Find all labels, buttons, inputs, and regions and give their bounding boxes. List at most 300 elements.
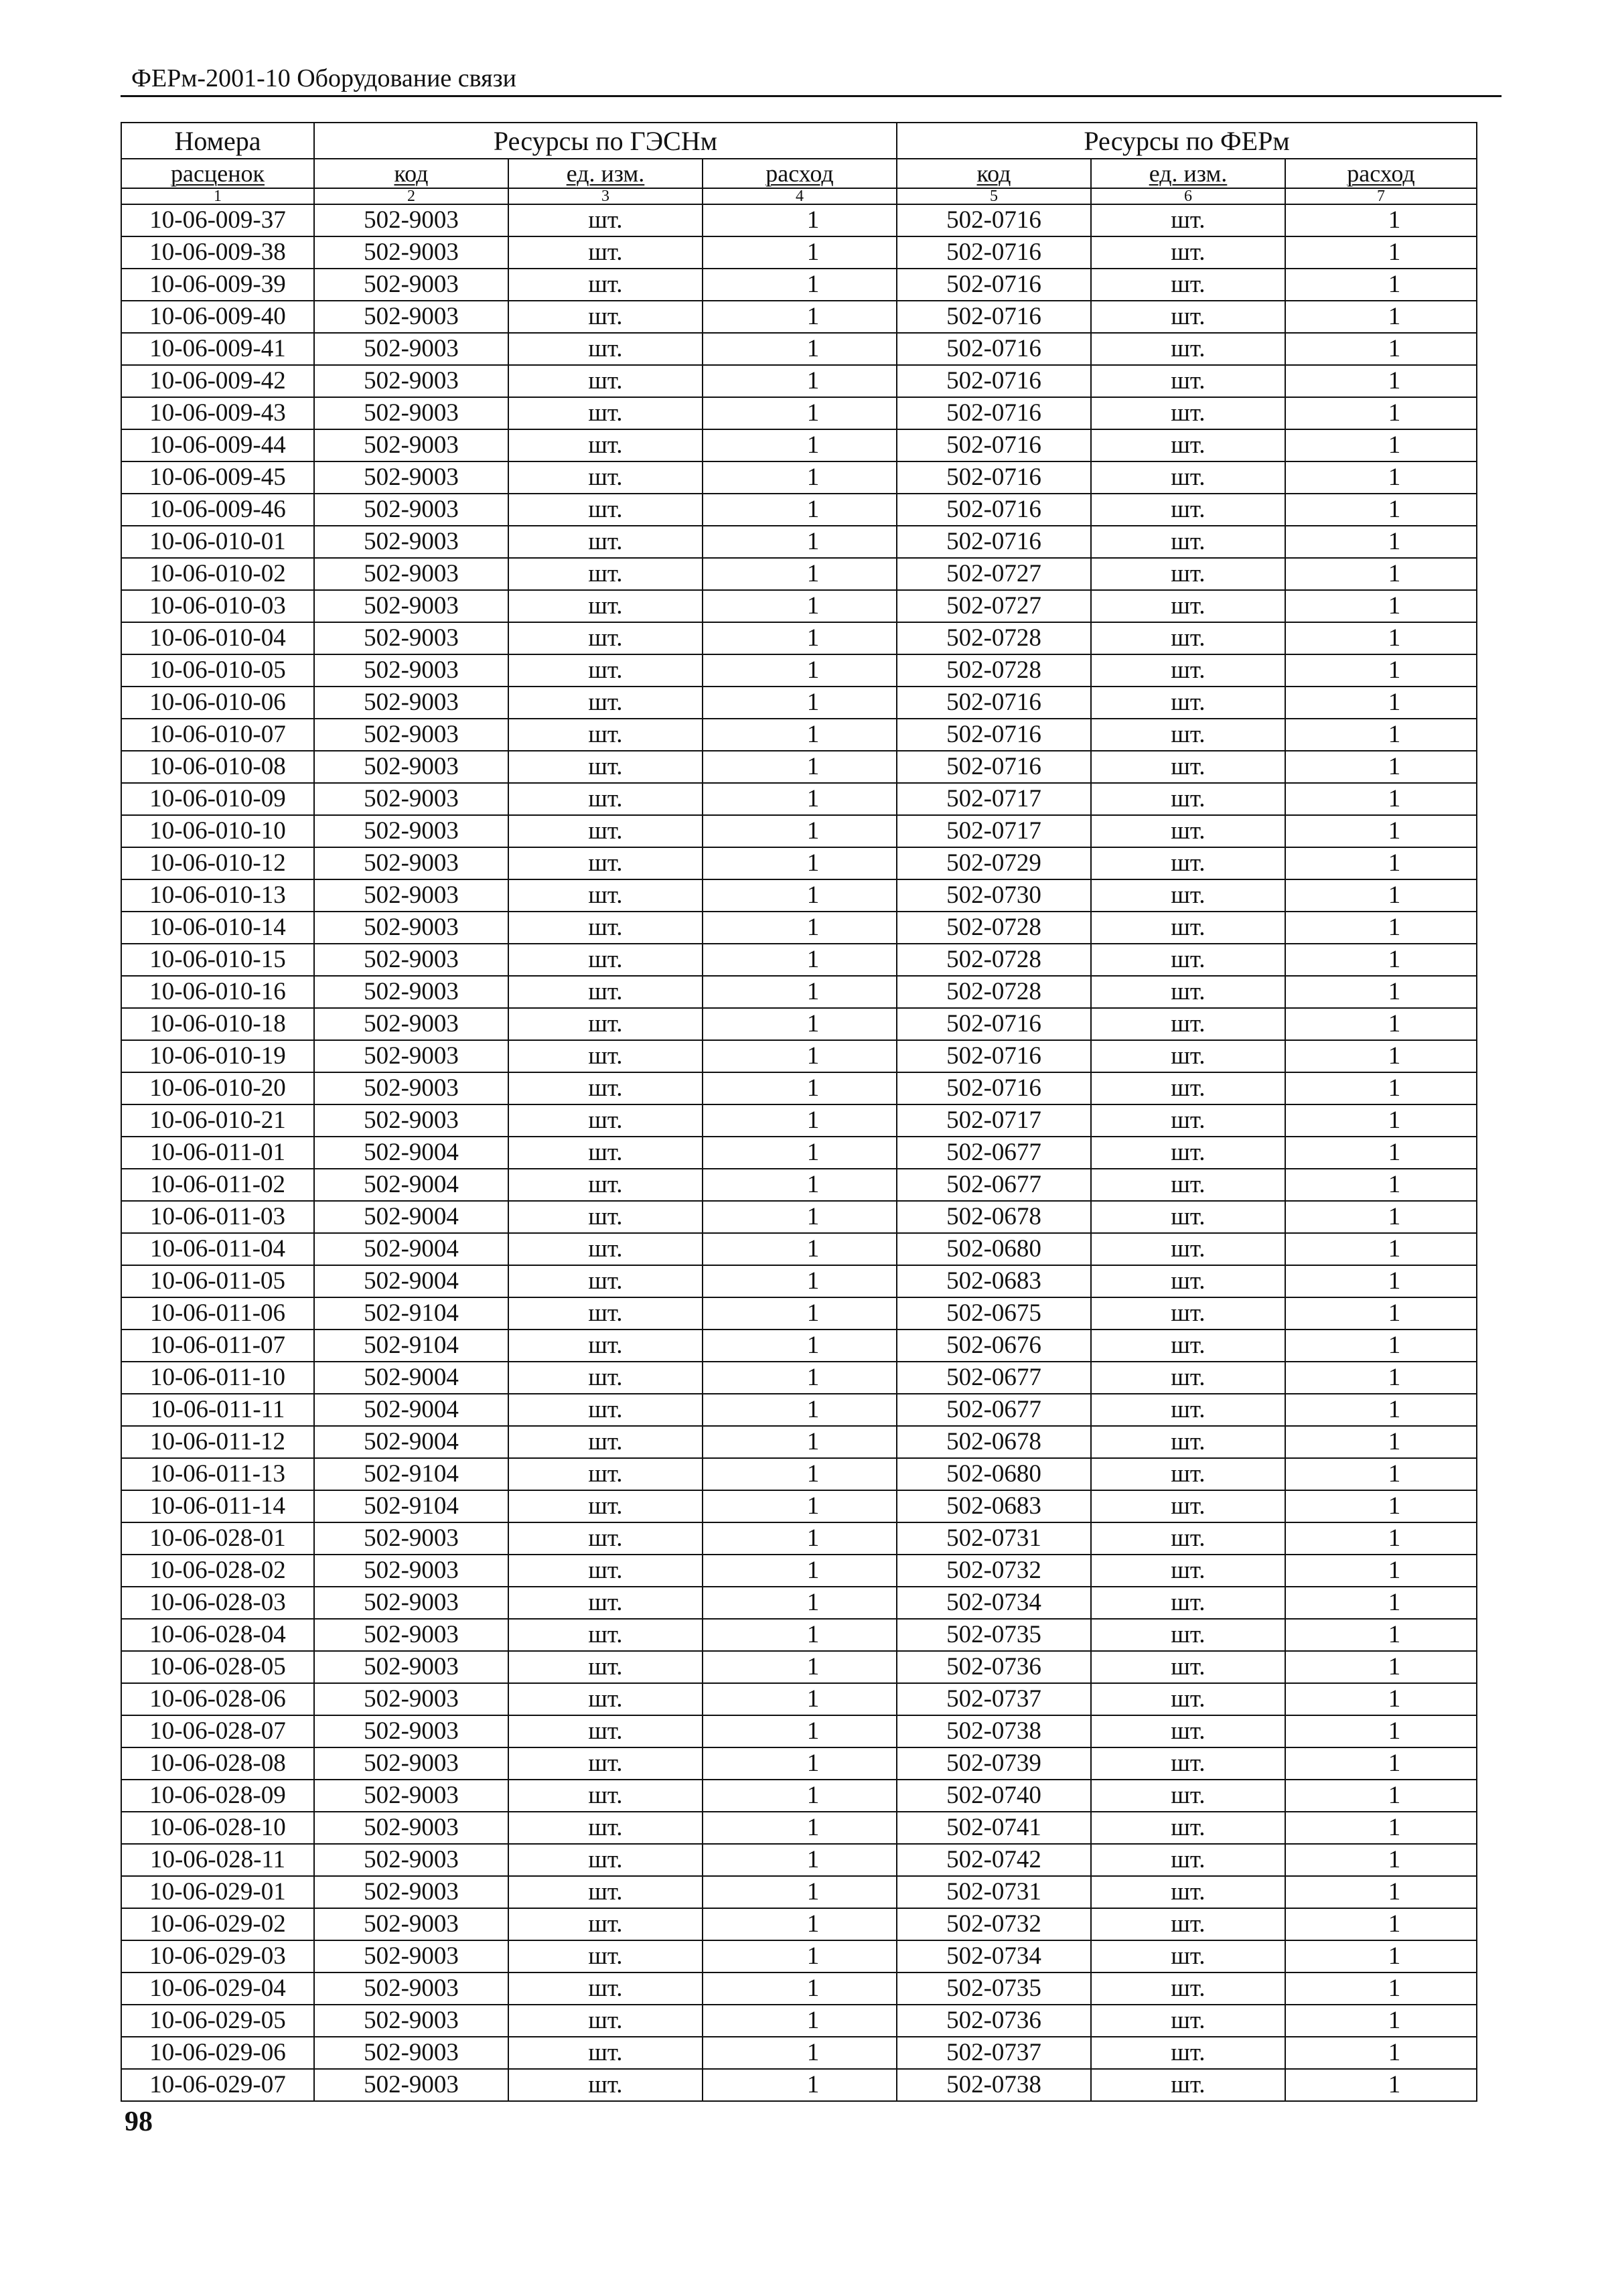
ferm-amount-cell: 1 (1285, 687, 1477, 719)
ferm-unit-cell: шт. (1091, 333, 1285, 365)
rate-number-cell: 10-06-010-21 (121, 1104, 314, 1137)
table-row (121, 526, 1477, 558)
gesnm-amount-cell: 1 (703, 365, 897, 397)
ferm-code-cell: 502-0677 (897, 1362, 1091, 1394)
gesnm-unit-cell: шт. (508, 1169, 703, 1201)
ferm-unit-cell: шт. (1091, 879, 1285, 912)
ferm-code-cell: 502-0716 (897, 236, 1091, 269)
ferm-amount-cell: 1 (1285, 1683, 1477, 1715)
gesnm-amount-cell: 1 (703, 1908, 897, 1940)
gesnm-code-cell: 502-9104 (314, 1297, 508, 1330)
ferm-code-cell: 502-0716 (897, 751, 1091, 783)
ferm-code-cell: 502-0727 (897, 590, 1091, 622)
table-row (121, 1104, 1477, 1137)
gesnm-unit-cell: шт. (508, 1330, 703, 1362)
gesnm-amount-cell: 1 (703, 622, 897, 654)
ferm-unit-cell: шт. (1091, 1233, 1285, 1265)
col-number: 2 (314, 188, 508, 204)
ferm-unit-cell: шт. (1091, 590, 1285, 622)
col-number: 1 (121, 188, 314, 204)
table-row (121, 1619, 1477, 1651)
gesnm-code-cell: 502-9003 (314, 236, 508, 269)
ferm-amount-cell: 1 (1285, 2037, 1477, 2069)
table-row (121, 847, 1477, 879)
table-row (121, 944, 1477, 976)
ferm-amount-cell: 1 (1285, 461, 1477, 494)
group-ferm-header: Ресурсы по ФЕРм (897, 123, 1477, 159)
gesnm-amount-cell: 1 (703, 1619, 897, 1651)
rate-number-cell: 10-06-009-46 (121, 494, 314, 526)
gesnm-amount-cell: 1 (703, 204, 897, 236)
gesnm-amount-cell: 1 (703, 2069, 897, 2101)
gesnm-unit-cell: шт. (508, 2037, 703, 2069)
gesnm-code-cell: 502-9004 (314, 1265, 508, 1297)
ferm-code-cell: 502-0737 (897, 1683, 1091, 1715)
ferm-code-cell: 502-0716 (897, 461, 1091, 494)
ferm-unit-cell: шт. (1091, 1844, 1285, 1876)
rate-number-cell: 10-06-011-01 (121, 1137, 314, 1169)
rate-number-cell: 10-06-010-02 (121, 558, 314, 590)
table-body (121, 204, 1477, 2101)
gesnm-amount-cell: 1 (703, 1490, 897, 1522)
ferm-code-cell: 502-0732 (897, 1908, 1091, 1940)
gesnm-unit-cell: шт. (508, 687, 703, 719)
gesnm-amount-cell: 1 (703, 1201, 897, 1233)
gesnm-unit-cell: шт. (508, 2005, 703, 2037)
col-gesnm-unit: ед. изм. (508, 159, 703, 188)
ferm-code-cell: 502-0678 (897, 1201, 1091, 1233)
rate-number-cell: 10-06-010-05 (121, 654, 314, 687)
ferm-unit-cell: шт. (1091, 1490, 1285, 1522)
ferm-unit-cell: шт. (1091, 1330, 1285, 1362)
group-gesnm-header: Ресурсы по ГЭСНм (314, 123, 897, 159)
table-row (121, 719, 1477, 751)
gesnm-unit-cell: шт. (508, 751, 703, 783)
gesnm-code-cell: 502-9003 (314, 1844, 508, 1876)
rate-number-cell: 10-06-009-38 (121, 236, 314, 269)
ferm-unit-cell: шт. (1091, 815, 1285, 847)
ferm-unit-cell: шт. (1091, 1972, 1285, 2005)
gesnm-code-cell: 502-9003 (314, 751, 508, 783)
col-ferm-code: код (897, 159, 1091, 188)
table-row (121, 1812, 1477, 1844)
gesnm-amount-cell: 1 (703, 1844, 897, 1876)
col-rate-number-title: Номера (121, 123, 314, 159)
ferm-code-cell: 502-0675 (897, 1297, 1091, 1330)
ferm-unit-cell: шт. (1091, 1137, 1285, 1169)
ferm-unit-cell: шт. (1091, 687, 1285, 719)
gesnm-unit-cell: шт. (508, 654, 703, 687)
ferm-amount-cell: 1 (1285, 1587, 1477, 1619)
table-row (121, 622, 1477, 654)
gesnm-code-cell: 502-9004 (314, 1137, 508, 1169)
gesnm-amount-cell: 1 (703, 687, 897, 719)
ferm-amount-cell: 1 (1285, 1490, 1477, 1522)
gesnm-amount-cell: 1 (703, 269, 897, 301)
ferm-amount-cell: 1 (1285, 365, 1477, 397)
table-row (121, 301, 1477, 333)
gesnm-code-cell: 502-9003 (314, 1104, 508, 1137)
gesnm-unit-cell: шт. (508, 1683, 703, 1715)
table-row (121, 333, 1477, 365)
ferm-code-cell: 502-0728 (897, 944, 1091, 976)
ferm-amount-cell: 1 (1285, 719, 1477, 751)
gesnm-unit-cell: шт. (508, 526, 703, 558)
ferm-amount-cell: 1 (1285, 1908, 1477, 1940)
gesnm-unit-cell: шт. (508, 1104, 703, 1137)
ferm-unit-cell: шт. (1091, 2005, 1285, 2037)
ferm-code-cell: 502-0680 (897, 1233, 1091, 1265)
ferm-amount-cell: 1 (1285, 1426, 1477, 1458)
ferm-code-cell: 502-0716 (897, 204, 1091, 236)
ferm-unit-cell: шт. (1091, 1265, 1285, 1297)
ferm-code-cell: 502-0727 (897, 558, 1091, 590)
ferm-code-cell: 502-0717 (897, 815, 1091, 847)
gesnm-code-cell: 502-9003 (314, 1812, 508, 1844)
rate-number-cell: 10-06-029-05 (121, 2005, 314, 2037)
table-row (121, 1265, 1477, 1297)
ferm-amount-cell: 1 (1285, 1747, 1477, 1780)
gesnm-code-cell: 502-9003 (314, 526, 508, 558)
ferm-code-cell: 502-0728 (897, 622, 1091, 654)
ferm-code-cell: 502-0716 (897, 526, 1091, 558)
ferm-amount-cell: 1 (1285, 1876, 1477, 1908)
ferm-unit-cell: шт. (1091, 301, 1285, 333)
gesnm-amount-cell: 1 (703, 1233, 897, 1265)
ferm-amount-cell: 1 (1285, 654, 1477, 687)
ferm-amount-cell: 1 (1285, 1137, 1477, 1169)
ferm-amount-cell: 1 (1285, 429, 1477, 461)
gesnm-code-cell: 502-9003 (314, 2069, 508, 2101)
rate-number-cell: 10-06-011-12 (121, 1426, 314, 1458)
gesnm-code-cell: 502-9003 (314, 2005, 508, 2037)
table-row (121, 1490, 1477, 1522)
header-row-numbers (121, 188, 1477, 204)
ferm-amount-cell: 1 (1285, 1362, 1477, 1394)
ferm-unit-cell: шт. (1091, 976, 1285, 1008)
col-number: 4 (703, 188, 897, 204)
ferm-code-cell: 502-0716 (897, 719, 1091, 751)
gesnm-code-cell: 502-9003 (314, 1972, 508, 2005)
ferm-unit-cell: шт. (1091, 1747, 1285, 1780)
gesnm-code-cell: 502-9004 (314, 1426, 508, 1458)
gesnm-unit-cell: шт. (508, 1940, 703, 1972)
ferm-code-cell: 502-0741 (897, 1812, 1091, 1844)
gesnm-code-cell: 502-9003 (314, 1908, 508, 1940)
gesnm-amount-cell: 1 (703, 1812, 897, 1844)
rate-number-cell: 10-06-009-40 (121, 301, 314, 333)
gesnm-unit-cell: шт. (508, 397, 703, 429)
ferm-code-cell: 502-0717 (897, 1104, 1091, 1137)
ferm-unit-cell: шт. (1091, 1394, 1285, 1426)
gesnm-code-cell: 502-9003 (314, 429, 508, 461)
rate-number-cell: 10-06-029-01 (121, 1876, 314, 1908)
rate-number-cell: 10-06-028-08 (121, 1747, 314, 1780)
ferm-unit-cell: шт. (1091, 783, 1285, 815)
ferm-amount-cell: 1 (1285, 269, 1477, 301)
gesnm-amount-cell: 1 (703, 944, 897, 976)
ferm-amount-cell: 1 (1285, 622, 1477, 654)
table-row (121, 1780, 1477, 1812)
ferm-code-cell: 502-0734 (897, 1940, 1091, 1972)
rate-number-cell: 10-06-010-15 (121, 944, 314, 976)
ferm-unit-cell: шт. (1091, 654, 1285, 687)
gesnm-amount-cell: 1 (703, 879, 897, 912)
ferm-code-cell: 502-0677 (897, 1394, 1091, 1426)
table-row (121, 2069, 1477, 2101)
rate-number-cell: 10-06-010-03 (121, 590, 314, 622)
gesnm-unit-cell: шт. (508, 783, 703, 815)
ferm-code-cell: 502-0716 (897, 397, 1091, 429)
gesnm-amount-cell: 1 (703, 333, 897, 365)
ferm-amount-cell: 1 (1285, 1844, 1477, 1876)
table-row (121, 1330, 1477, 1362)
ferm-code-cell: 502-0731 (897, 1522, 1091, 1555)
ferm-amount-cell: 1 (1285, 1169, 1477, 1201)
ferm-unit-cell: шт. (1091, 461, 1285, 494)
ferm-amount-cell: 1 (1285, 1651, 1477, 1683)
rate-number-cell: 10-06-011-03 (121, 1201, 314, 1233)
rate-number-cell: 10-06-029-03 (121, 1940, 314, 1972)
rate-number-cell: 10-06-010-07 (121, 719, 314, 751)
table-row (121, 269, 1477, 301)
gesnm-unit-cell: шт. (508, 1844, 703, 1876)
ferm-unit-cell: шт. (1091, 944, 1285, 976)
table-row (121, 1426, 1477, 1458)
gesnm-unit-cell: шт. (508, 1233, 703, 1265)
ferm-amount-cell: 1 (1285, 2005, 1477, 2037)
rate-number-cell: 10-06-010-13 (121, 879, 314, 912)
rate-number-cell: 10-06-028-01 (121, 1522, 314, 1555)
ferm-amount-cell: 1 (1285, 815, 1477, 847)
gesnm-unit-cell: шт. (508, 1362, 703, 1394)
col-rate-number-subtitle: расценок (121, 159, 314, 188)
gesnm-amount-cell: 1 (703, 1330, 897, 1362)
table-row (121, 236, 1477, 269)
gesnm-unit-cell: шт. (508, 301, 703, 333)
ferm-amount-cell: 1 (1285, 1522, 1477, 1555)
ferm-amount-cell: 1 (1285, 1619, 1477, 1651)
col-ferm-unit: ед. изм. (1091, 159, 1285, 188)
ferm-amount-cell: 1 (1285, 1972, 1477, 2005)
gesnm-code-cell: 502-9004 (314, 1201, 508, 1233)
table-row (121, 590, 1477, 622)
gesnm-unit-cell: шт. (508, 269, 703, 301)
gesnm-amount-cell: 1 (703, 1458, 897, 1490)
ferm-code-cell: 502-0716 (897, 333, 1091, 365)
gesnm-unit-cell: шт. (508, 1715, 703, 1747)
ferm-amount-cell: 1 (1285, 1297, 1477, 1330)
gesnm-amount-cell: 1 (703, 590, 897, 622)
col-number: 5 (897, 188, 1091, 204)
ferm-amount-cell: 1 (1285, 976, 1477, 1008)
gesnm-amount-cell: 1 (703, 783, 897, 815)
ferm-unit-cell: шт. (1091, 1169, 1285, 1201)
gesnm-amount-cell: 1 (703, 1394, 897, 1426)
rate-number-cell: 10-06-011-13 (121, 1458, 314, 1490)
ferm-unit-cell: шт. (1091, 558, 1285, 590)
ferm-unit-cell: шт. (1091, 1426, 1285, 1458)
ferm-code-cell: 502-0739 (897, 1747, 1091, 1780)
gesnm-unit-cell: шт. (508, 1780, 703, 1812)
gesnm-amount-cell: 1 (703, 1040, 897, 1072)
gesnm-amount-cell: 1 (703, 2037, 897, 2069)
rate-number-cell: 10-06-028-03 (121, 1587, 314, 1619)
gesnm-unit-cell: шт. (508, 461, 703, 494)
rate-number-cell: 10-06-009-37 (121, 204, 314, 236)
gesnm-code-cell: 502-9003 (314, 365, 508, 397)
ferm-unit-cell: шт. (1091, 751, 1285, 783)
gesnm-code-cell: 502-9003 (314, 204, 508, 236)
gesnm-code-cell: 502-9003 (314, 301, 508, 333)
gesnm-amount-cell: 1 (703, 494, 897, 526)
table-row (121, 494, 1477, 526)
gesnm-code-cell: 502-9003 (314, 719, 508, 751)
ferm-amount-cell: 1 (1285, 397, 1477, 429)
gesnm-unit-cell: шт. (508, 365, 703, 397)
gesnm-unit-cell: шт. (508, 2069, 703, 2101)
rate-number-cell: 10-06-010-16 (121, 976, 314, 1008)
rate-number-cell: 10-06-028-09 (121, 1780, 314, 1812)
gesnm-amount-cell: 1 (703, 429, 897, 461)
ferm-amount-cell: 1 (1285, 1233, 1477, 1265)
table-row (121, 365, 1477, 397)
col-number: 3 (508, 188, 703, 204)
table-row (121, 429, 1477, 461)
ferm-unit-cell: шт. (1091, 1040, 1285, 1072)
rate-number-cell: 10-06-009-39 (121, 269, 314, 301)
ferm-amount-cell: 1 (1285, 1040, 1477, 1072)
gesnm-unit-cell: шт. (508, 429, 703, 461)
rate-number-cell: 10-06-010-14 (121, 912, 314, 944)
gesnm-unit-cell: шт. (508, 1522, 703, 1555)
gesnm-code-cell: 502-9003 (314, 944, 508, 976)
gesnm-unit-cell: шт. (508, 1297, 703, 1330)
ferm-unit-cell: шт. (1091, 2037, 1285, 2069)
rate-number-cell: 10-06-010-12 (121, 847, 314, 879)
ferm-unit-cell: шт. (1091, 2069, 1285, 2101)
rate-number-cell: 10-06-009-43 (121, 397, 314, 429)
rate-number-cell: 10-06-011-10 (121, 1362, 314, 1394)
ferm-code-cell: 502-0716 (897, 301, 1091, 333)
table-row (121, 1169, 1477, 1201)
ferm-amount-cell: 1 (1285, 1072, 1477, 1104)
gesnm-code-cell: 502-9003 (314, 558, 508, 590)
ferm-code-cell: 502-0716 (897, 494, 1091, 526)
page-number: 98 (125, 2106, 153, 2137)
ferm-unit-cell: шт. (1091, 1458, 1285, 1490)
table-row (121, 1940, 1477, 1972)
ferm-unit-cell: шт. (1091, 1362, 1285, 1394)
ferm-code-cell: 502-0676 (897, 1330, 1091, 1362)
gesnm-amount-cell: 1 (703, 976, 897, 1008)
rate-number-cell: 10-06-029-04 (121, 1972, 314, 2005)
ferm-code-cell: 502-0736 (897, 2005, 1091, 2037)
ferm-amount-cell: 1 (1285, 301, 1477, 333)
table-row (121, 1137, 1477, 1169)
rate-number-cell: 10-06-028-11 (121, 1844, 314, 1876)
gesnm-code-cell: 502-9003 (314, 879, 508, 912)
gesnm-amount-cell: 1 (703, 301, 897, 333)
ferm-code-cell: 502-0735 (897, 1619, 1091, 1651)
ferm-unit-cell: шт. (1091, 1715, 1285, 1747)
gesnm-code-cell: 502-9003 (314, 1940, 508, 1972)
ferm-unit-cell: шт. (1091, 1619, 1285, 1651)
header-row-columns (121, 159, 1477, 188)
ferm-unit-cell: шт. (1091, 1555, 1285, 1587)
rate-number-cell: 10-06-010-18 (121, 1008, 314, 1040)
gesnm-code-cell: 502-9004 (314, 1169, 508, 1201)
rate-number-cell: 10-06-009-42 (121, 365, 314, 397)
col-number: 6 (1091, 188, 1285, 204)
table-row (121, 751, 1477, 783)
gesnm-unit-cell: шт. (508, 1008, 703, 1040)
gesnm-code-cell: 502-9104 (314, 1490, 508, 1522)
table-row (121, 2005, 1477, 2037)
rate-number-cell: 10-06-028-10 (121, 1812, 314, 1844)
gesnm-amount-cell: 1 (703, 1426, 897, 1458)
gesnm-amount-cell: 1 (703, 1587, 897, 1619)
ferm-code-cell: 502-0683 (897, 1265, 1091, 1297)
table-row (121, 1297, 1477, 1330)
table-row (121, 912, 1477, 944)
ferm-code-cell: 502-0680 (897, 1458, 1091, 1490)
gesnm-code-cell: 502-9003 (314, 590, 508, 622)
ferm-amount-cell: 1 (1285, 204, 1477, 236)
gesnm-amount-cell: 1 (703, 751, 897, 783)
ferm-code-cell: 502-0729 (897, 847, 1091, 879)
ferm-amount-cell: 1 (1285, 783, 1477, 815)
rate-number-cell: 10-06-009-41 (121, 333, 314, 365)
ferm-amount-cell: 1 (1285, 1555, 1477, 1587)
ferm-amount-cell: 1 (1285, 333, 1477, 365)
gesnm-code-cell: 502-9003 (314, 976, 508, 1008)
gesnm-code-cell: 502-9003 (314, 1522, 508, 1555)
ferm-code-cell: 502-0742 (897, 1844, 1091, 1876)
rate-number-cell: 10-06-028-05 (121, 1651, 314, 1683)
table-row (121, 687, 1477, 719)
ferm-unit-cell: шт. (1091, 365, 1285, 397)
ferm-code-cell: 502-0716 (897, 1072, 1091, 1104)
rate-number-cell: 10-06-028-06 (121, 1683, 314, 1715)
gesnm-code-cell: 502-9003 (314, 461, 508, 494)
rate-number-cell: 10-06-029-07 (121, 2069, 314, 2101)
gesnm-code-cell: 502-9003 (314, 1619, 508, 1651)
ferm-code-cell: 502-0716 (897, 687, 1091, 719)
table-row (121, 461, 1477, 494)
table-row (121, 1040, 1477, 1072)
ferm-code-cell: 502-0738 (897, 2069, 1091, 2101)
ferm-unit-cell: шт. (1091, 847, 1285, 879)
ferm-unit-cell: шт. (1091, 912, 1285, 944)
gesnm-amount-cell: 1 (703, 1522, 897, 1555)
gesnm-code-cell: 502-9003 (314, 333, 508, 365)
gesnm-code-cell: 502-9003 (314, 1651, 508, 1683)
table-row (121, 1651, 1477, 1683)
gesnm-unit-cell: шт. (508, 494, 703, 526)
rate-number-cell: 10-06-011-14 (121, 1490, 314, 1522)
table-row (121, 204, 1477, 236)
ferm-code-cell: 502-0734 (897, 1587, 1091, 1619)
table-row (121, 1522, 1477, 1555)
ferm-unit-cell: шт. (1091, 1522, 1285, 1555)
rate-number-cell: 10-06-011-11 (121, 1394, 314, 1426)
gesnm-code-cell: 502-9003 (314, 494, 508, 526)
ferm-unit-cell: шт. (1091, 1812, 1285, 1844)
gesnm-unit-cell: шт. (508, 1747, 703, 1780)
gesnm-amount-cell: 1 (703, 847, 897, 879)
ferm-unit-cell: шт. (1091, 397, 1285, 429)
